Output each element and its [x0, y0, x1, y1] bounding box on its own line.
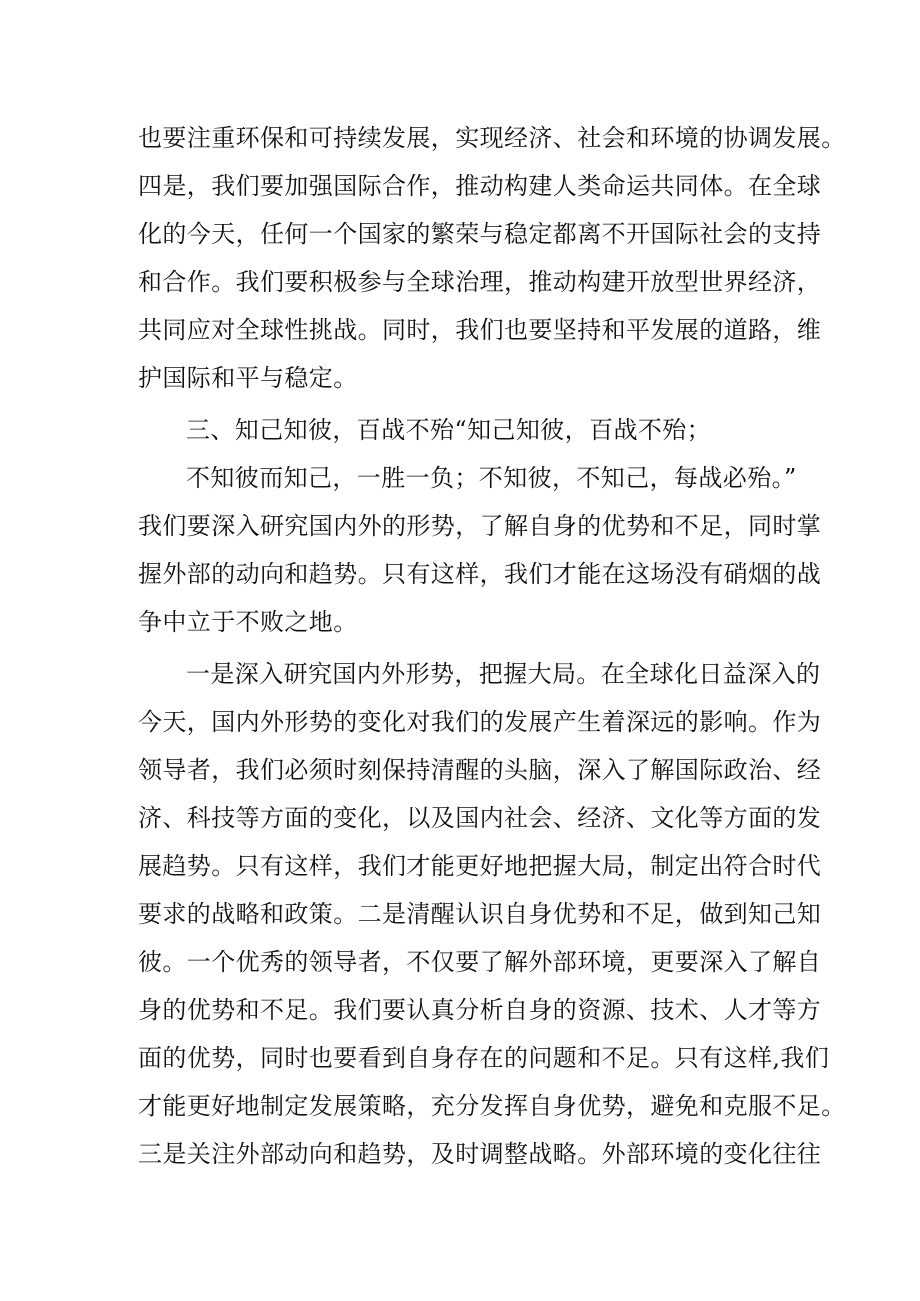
text-line: 身的优势和不足。我们要认真分析自身的资源、技术、人才等方 — [138, 996, 822, 1024]
quote-line: 不知彼而知己，一胜一负；不知彼，不知己，每战必殆。” — [186, 464, 797, 492]
section-heading: 三、知己知彼，百战不殆“知己知彼，百战不殆； — [186, 416, 712, 444]
text-line: 彼。一个优秀的领导者，不仅要了解外部环境，更要深入了解自 — [138, 948, 822, 976]
text-line: 领导者，我们必须时刻保持清醒的头脑，深入了解国际政治、经 — [138, 756, 822, 784]
text-line: 争中立于不败之地。 — [138, 608, 358, 636]
text-line: 化的今天，任何一个国家的繁荣与稳定都离不开国际社会的支持 — [138, 220, 822, 248]
text-line: 一是深入研究国内外形势，把握大局。在全球化日益深入的 — [186, 660, 821, 688]
text-line: 济、科技等方面的变化，以及国内社会、经济、文化等方面的发 — [138, 804, 822, 832]
text-line: 四是，我们要加强国际合作，推动构建人类命运共同体。在全球 — [138, 172, 822, 200]
text-line: 共同应对全球性挑战。同时，我们也要坚持和平发展的道路，维 — [138, 316, 822, 344]
text-line: 今天，国内外形势的变化对我们的发展产生着深远的影响。作为 — [138, 708, 822, 736]
text-line: 护国际和平与稳定。 — [138, 364, 358, 392]
text-line: 我们要深入研究国内外的形势，了解自身的优势和不足，同时掌 — [138, 512, 822, 540]
text-line: 才能更好地制定发展策略，充分发挥自身优势，避免和克服不足。 — [138, 1092, 846, 1120]
text-line: 也要注重环保和可持续发展，实现经济、社会和环境的协调发展。 — [138, 124, 846, 152]
text-line: 要求的战略和政策。二是清醒认识自身优势和不足，做到知己知 — [138, 900, 822, 928]
text-line: 展趋势。只有这样，我们才能更好地把握大局，制定出符合时代 — [138, 852, 822, 880]
text-line: 和合作。我们要积极参与全球治理，推动构建开放型世界经济， — [138, 268, 822, 296]
text-line: 握外部的动向和趋势。只有这样，我们才能在这场没有硝烟的战 — [138, 560, 822, 588]
text-line: 面的优势，同时也要看到自身存在的问题和不足。只有这样,我们 — [138, 1044, 830, 1072]
text-line: 三是关注外部动向和趋势，及时调整战略。外部环境的变化往往 — [138, 1140, 822, 1168]
